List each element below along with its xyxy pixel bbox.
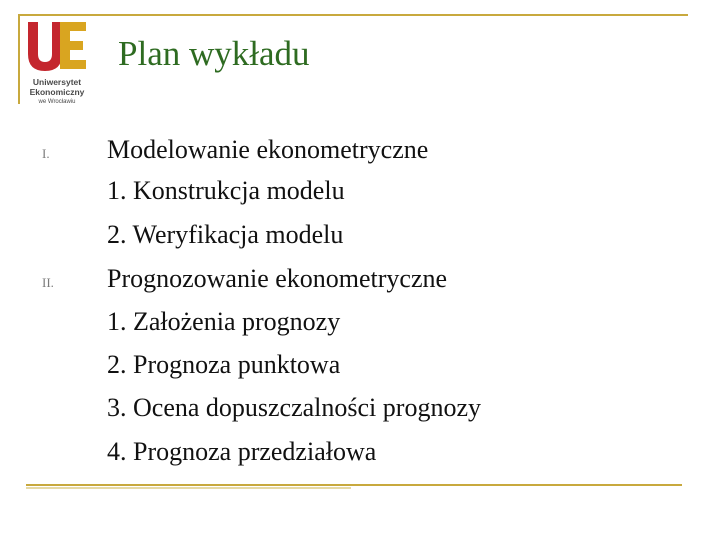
section-heading-2: Prognozowanie ekonometryczne (107, 264, 448, 293)
bottom-rule-accent (26, 487, 351, 489)
slide-title: Plan wykładu (118, 34, 310, 73)
bottom-rule (26, 484, 682, 486)
outline-item: 4. Prognoza przedziałowa (107, 437, 377, 466)
outline-item: 2. Weryfikacja modelu (107, 220, 344, 249)
top-rule (18, 14, 688, 16)
left-rule (18, 14, 20, 104)
logo-text-line3: we Wrocławiu (38, 99, 76, 105)
section-numeral-1: I. (42, 146, 50, 161)
ue-logo-icon (26, 20, 88, 72)
outline-item: 1. Konstrukcja modelu (107, 176, 345, 205)
section-numeral-2: II. (42, 275, 54, 290)
outline-item: 1. Założenia prognozy (107, 307, 341, 336)
university-logo (22, 20, 92, 110)
outline-item: 2. Prognoza punktowa (107, 350, 341, 379)
logo-text-line2: Ekonomiczny (29, 87, 85, 97)
outline-item: 3. Ocena dopuszczalności prognozy (107, 393, 481, 422)
section-heading-1: Modelowanie ekonometryczne (107, 135, 429, 164)
logo-text-line1: Uniwersytet (32, 77, 82, 87)
